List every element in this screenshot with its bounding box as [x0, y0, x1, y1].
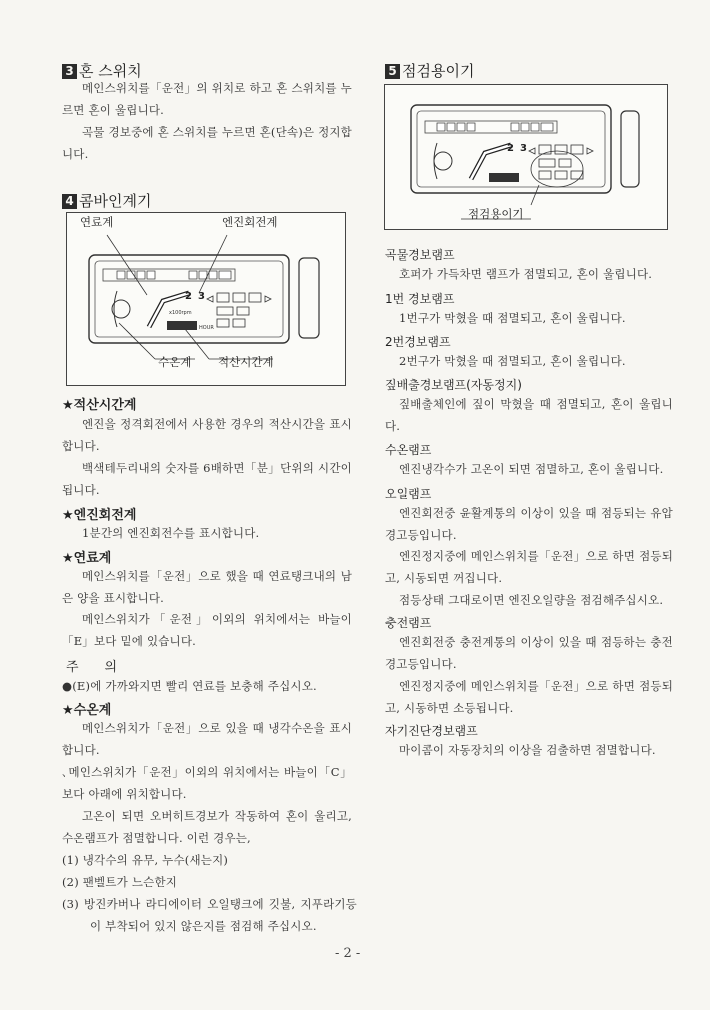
- subheading: 짚배출경보램프(자동정지): [385, 378, 522, 392]
- label-water-temp-gauge: 수온계: [158, 355, 192, 369]
- section-title: 콤바인계기: [79, 192, 152, 210]
- paragraph: 메인스위치가「운전」이외의 위치에서는 바늘이「E」보다 밑에 있습니다.: [62, 612, 352, 648]
- section-number: 5: [385, 64, 400, 79]
- subheading: ★적산시간계: [62, 398, 137, 413]
- list-item: (2) 팬벨트가 느슨한지: [62, 875, 178, 889]
- caution-text: ●(E)에 가까와지면 빨리 연료를 보충해 주십시오.: [62, 679, 317, 693]
- list-item: (1) 냉각수의 유무, 누수(새는지): [62, 853, 229, 867]
- subheading: 수온램프: [385, 443, 432, 457]
- paragraph: 엔진회전중 충전계통의 이상이 있을 때 점등하는 충전경고등입니다.: [385, 635, 673, 671]
- subheading: ★엔진회전계: [62, 508, 137, 523]
- check-instrument-figure: [384, 84, 668, 230]
- list-item: (3) 방진카버나 라디에이터 오일탱크에 깃불, 지푸라기등이 부착되어 있지 않은지를 점검해 주십시오.: [62, 897, 357, 933]
- paragraph: 짚배출체인에 짚이 막혔을 때 점멸되고, 혼이 울립니다.: [385, 397, 673, 433]
- paragraph: 메인스위치가「운전」으로 있을 때 냉각수온을 표시합니다.: [62, 721, 352, 757]
- subheading: 곡물경보램프: [385, 248, 455, 262]
- paragraph: 1분간의 엔진회전수를 표시합니다.: [82, 526, 260, 540]
- subheading: 2번경보램프: [385, 335, 451, 349]
- subheading: 자기진단경보램프: [385, 724, 478, 738]
- label-check-instrument: 점검용이기: [468, 207, 524, 221]
- rpm-unit-text: x100rpm: [169, 310, 192, 316]
- section-4-heading: [62, 190, 151, 211]
- combine-gauge-figure: [66, 212, 346, 386]
- section-5-heading: [385, 60, 474, 81]
- paragraph: 엔진정지중에 메인스위치를「운전」으로 하면 점등되고, 시동하면 소등됩니다.: [385, 679, 673, 715]
- paragraph: ､메인스위치가「운전」이외의 위치에서는 바늘이「C」보다 아래에 위치합니다.: [62, 765, 352, 801]
- paragraph: 점등상태 그대로이면 엔진오일량을 점검해주십시오.: [399, 593, 664, 607]
- paragraph: 호퍼가 가득차면 램프가 점멸되고, 혼이 울립니다.: [399, 267, 653, 281]
- paragraph: 엔진회전중 윤활계통의 이상이 있을 때 점등되는 유압경고등입니다.: [385, 506, 673, 542]
- check-digit-2: 2: [507, 143, 514, 154]
- section-number: 3: [62, 64, 77, 79]
- subheading: ★수온계: [62, 703, 112, 718]
- paragraph: 엔진을 정격회전에서 사용한 경우의 적산시간을 표시합니다.: [62, 417, 352, 453]
- check-digit-3: 3: [520, 143, 527, 154]
- label-fuel-gauge: 연료계: [80, 215, 114, 229]
- paragraph: 고온이 되면 오버히트경보가 작동하여 혼이 울리고, 수온램프가 점멸합니다. 이런 경우는,: [62, 809, 352, 845]
- paragraph: 엔진정지중에 메인스위치를「운전」으로 하면 점등되고, 시동되면 꺼집니다.: [385, 549, 673, 585]
- paragraph: 2번구가 막혔을 때 점멸되고, 혼이 울립니다.: [399, 354, 626, 368]
- check-panel-illustration: [385, 85, 667, 229]
- paragraph: 마이콤이 자동장치의 이상을 검출하면 점멸합니다.: [399, 743, 656, 757]
- gauge-digit-3: 3: [198, 291, 205, 302]
- paragraph: 백색테두리내의 숫자를 6배하면「분」단위의 시간이 됩니다.: [62, 461, 352, 497]
- paragraph: 1번구가 막혔을 때 점멸되고, 혼이 울립니다.: [399, 311, 626, 325]
- gauge-digit-2: 2: [185, 291, 192, 302]
- label-hour-meter: 적산시간계: [218, 355, 274, 369]
- section-title: 혼 스위치: [79, 62, 142, 80]
- paragraph: 메인스위치를「운전」의 위치로 하고 혼 스위치를 누르면 혼이 울립니다.: [62, 81, 352, 117]
- page-number: - 2 -: [335, 946, 361, 961]
- section-number: 4: [62, 194, 77, 209]
- gauge-panel-illustration: [67, 213, 345, 385]
- subheading: ★연료계: [62, 551, 112, 566]
- caution-heading: 주 의: [66, 660, 118, 675]
- paragraph: 곡물 경보중에 혼 스위치를 누르면 혼(단속)은 정지합니다.: [62, 125, 352, 161]
- paragraph: 메인스위치를「운전」으로 했을 때 연료탱크내의 남은 양을 표시합니다.: [62, 569, 352, 605]
- subheading: 충전램프: [385, 616, 432, 630]
- hour-unit-text: HOUR: [199, 325, 214, 331]
- paragraph: 엔진냉각수가 고온이 되면 점멸하고, 혼이 울립니다.: [399, 462, 664, 476]
- label-engine-rpm-gauge: 엔진회전계: [222, 215, 278, 229]
- subheading: 오일램프: [385, 487, 432, 501]
- section-title: 점검용이기: [402, 62, 475, 80]
- subheading: 1번 경보램프: [385, 292, 455, 306]
